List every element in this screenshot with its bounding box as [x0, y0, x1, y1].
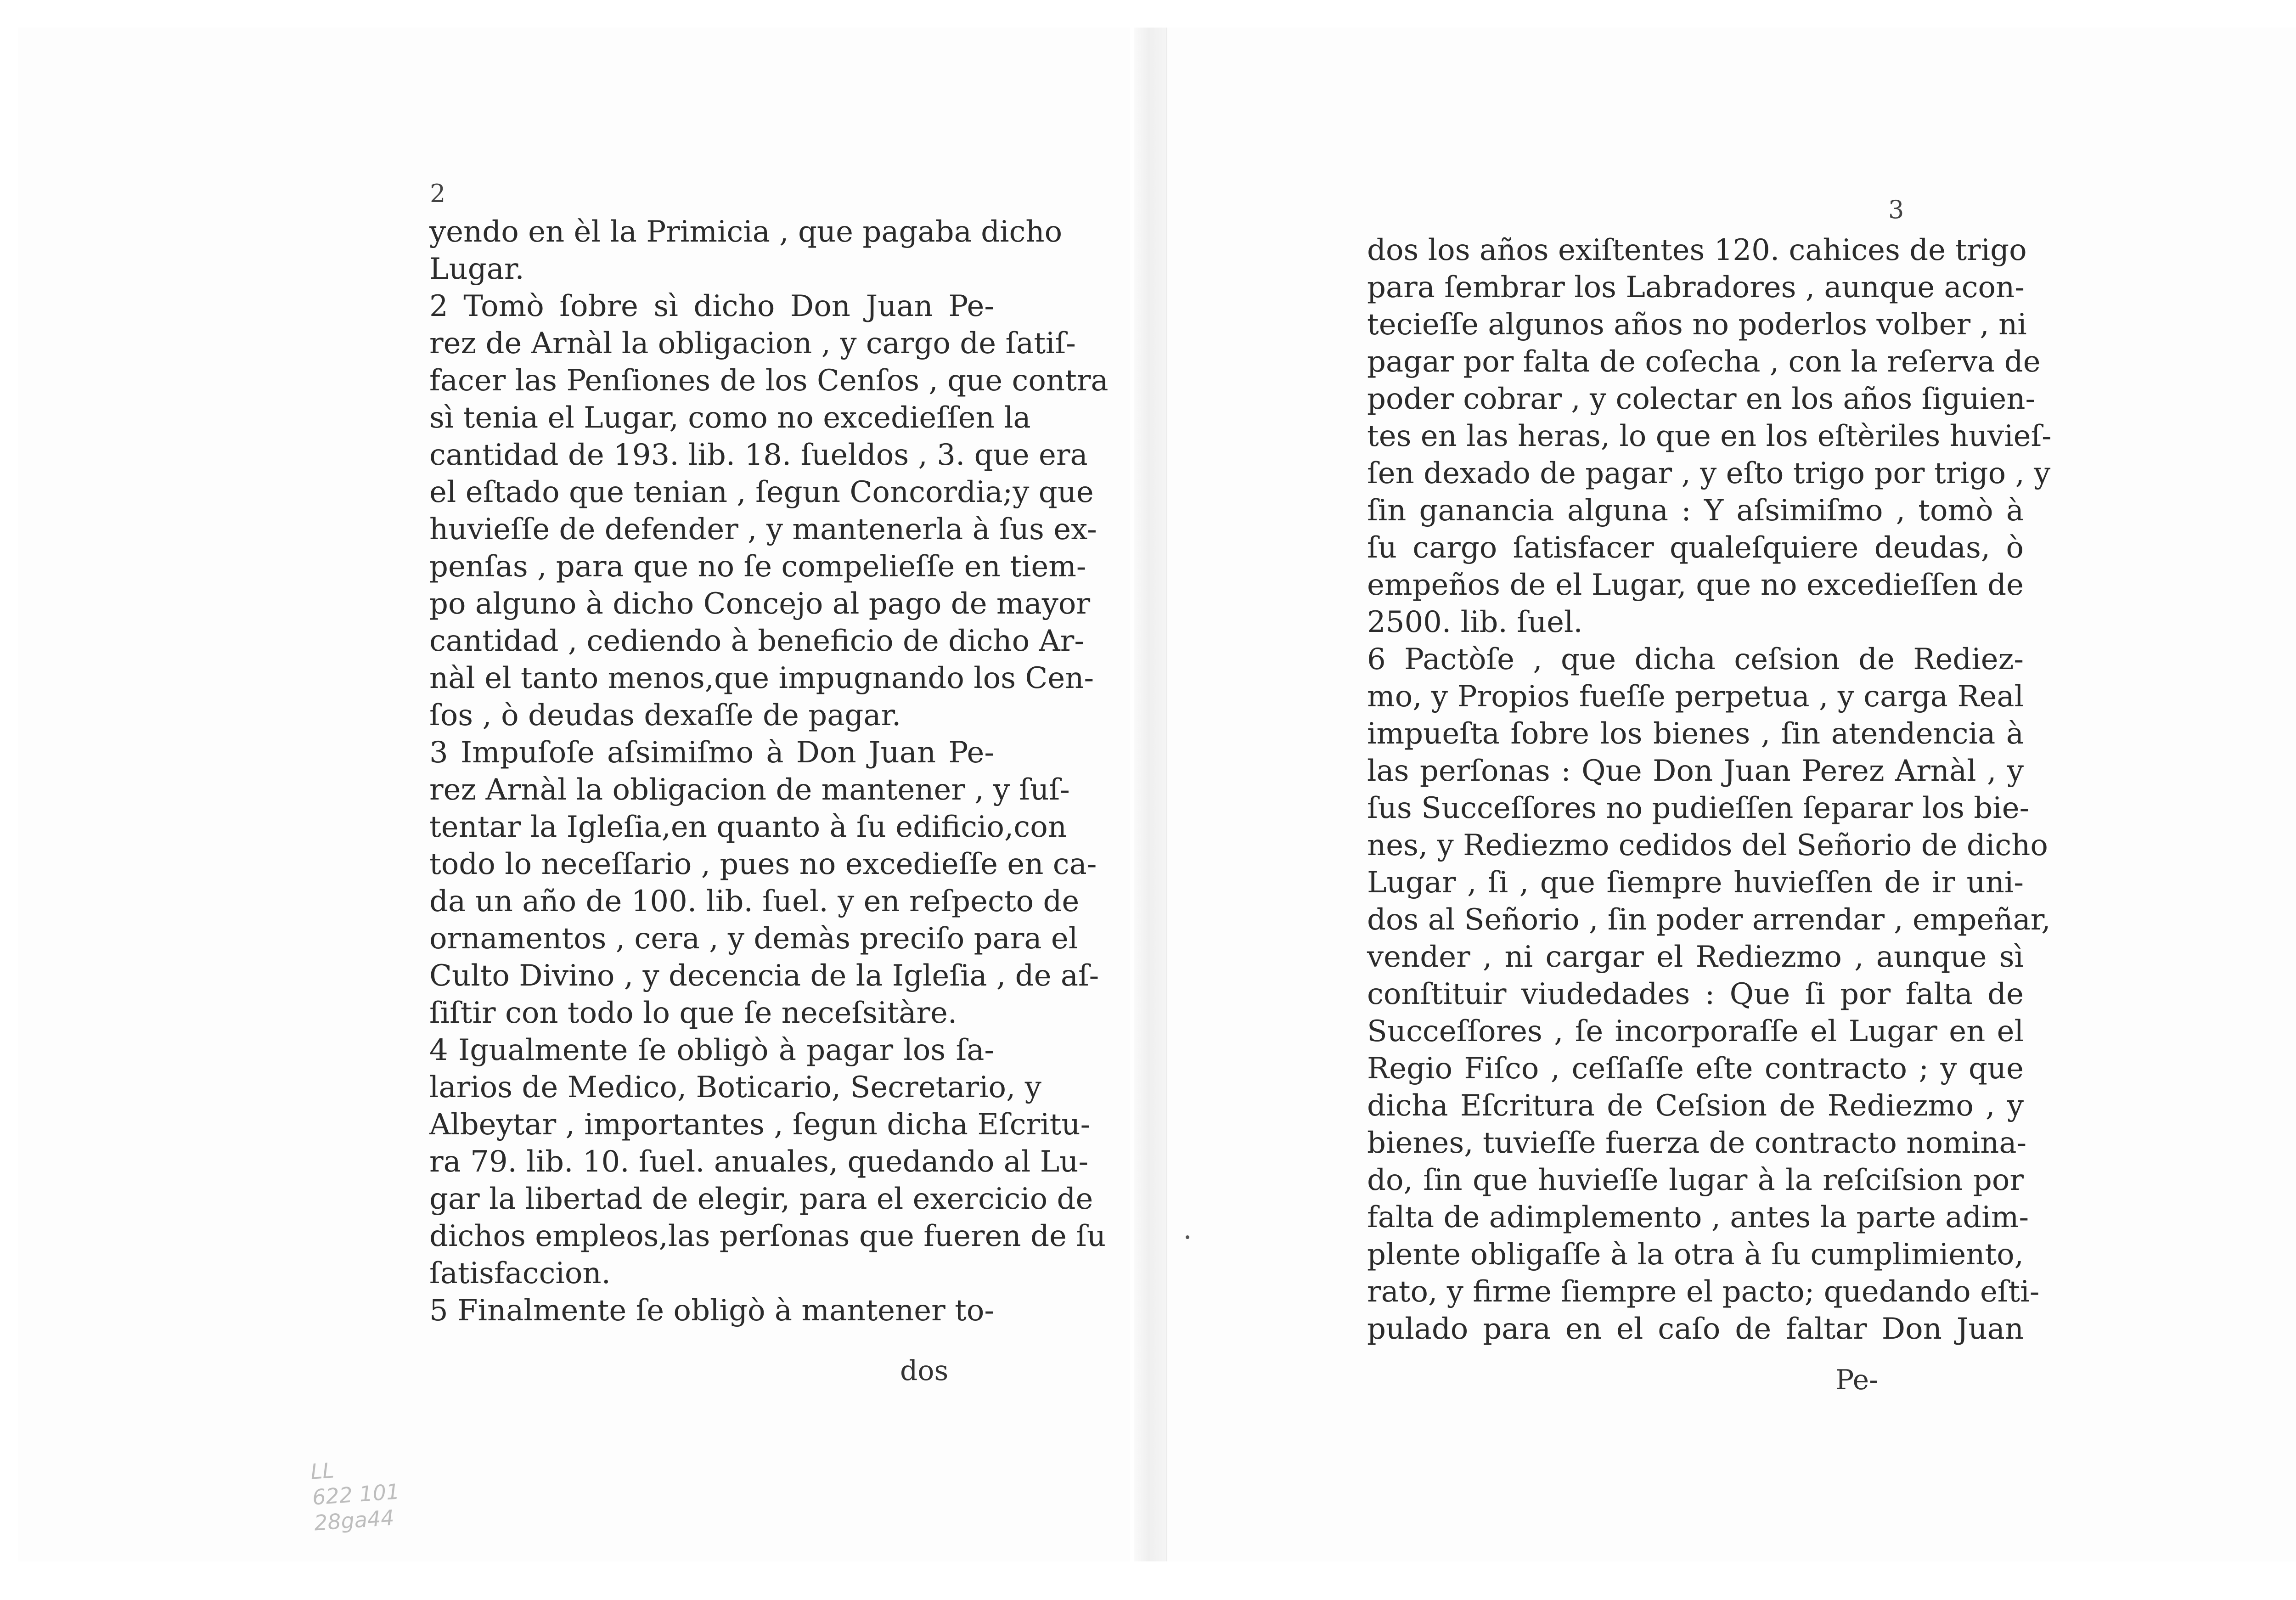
text-line: Regio Fiſco , ceſſaſſe eſte contracto ; y que	[1367, 1052, 2024, 1086]
text-line: ſiſtir con todo lo que ſe neceſsitàre.	[429, 996, 957, 1030]
text-line: plente obligaſſe à la otra à ſu cumplimiento,	[1367, 1238, 2024, 1272]
text-line: vender , ni cargar el Rediezmo , aunque sì	[1367, 940, 2024, 974]
text-line: 2 Tomò ſobre sì dicho Don Juan Pe-	[429, 289, 994, 323]
text-line: bienes, tuvieſſe fuerza de contracto nomina-	[1367, 1126, 2027, 1160]
text-line: huvieſſe de defender , y mantenerla à ſus ex-	[429, 513, 1097, 546]
text-line: ſen dexado de pagar , y eſto trigo por trigo , y	[1367, 456, 2051, 490]
text-line: larios de Medico, Boticario, Secretario, y	[429, 1070, 1041, 1104]
text-line: pulado para en el caſo de faltar Don Juan	[1367, 1312, 2024, 1346]
text-line: dos al Señorio , ſin poder arrendar , empeñar,	[1367, 903, 2051, 937]
library-stamp-line: LL	[310, 1458, 335, 1484]
left-page	[18, 28, 1130, 1561]
text-line: facer las Penſiones de los Cenſos , que contra	[429, 364, 1109, 398]
text-line: mo, y Propios fueſſe perpetua , y carga Real	[1367, 680, 2024, 714]
left-page-number: 2	[430, 179, 446, 208]
text-line: cantidad de 193. lib. 18. ſueldos , 3. que era	[429, 438, 1088, 472]
right-page	[1166, 28, 2296, 1561]
library-stamp	[310, 1453, 402, 1536]
text-line: penſas , para que no ſe compelieſſe en tiem-	[429, 550, 1086, 584]
left-catchword: dos	[900, 1355, 949, 1387]
text-line: po alguno à dicho Concejo al pago de mayor	[429, 587, 1091, 621]
right-page-number: 3	[1888, 195, 1904, 224]
ink-dot	[1186, 1235, 1189, 1239]
text-line: tentar la Igleſia,en quanto à ſu edificio,con	[429, 810, 1067, 844]
text-line: rez de Arnàl la obligacion , y cargo de ſatiſ-	[429, 327, 1076, 361]
text-line: sì tenia el Lugar, como no excedieſſen la	[429, 401, 1031, 435]
text-line: tecieſſe algunos años no poderlos volber , ni	[1367, 308, 2027, 342]
text-line: Culto Divino , y decencia de la Igleſia , de aſ-	[429, 959, 1099, 993]
text-line: do, ſin que huvieſſe lugar à la reſciſsion por	[1367, 1163, 2024, 1197]
text-line: nes, y Rediezmo cedidos del Señorio de dicho	[1367, 828, 2048, 862]
text-line: ſin ganancia alguna : Y aſsimiſmo , tomò à	[1367, 494, 2024, 528]
text-line: yendo en èl la Primicia , que pagaba dicho	[429, 215, 1063, 249]
text-line: dichos empleos,las perſonas que fueren de ſu	[429, 1219, 1106, 1253]
text-line: ornamentos , cera , y demàs preciſo para el	[429, 922, 1078, 956]
text-line: todo lo neceſſario , pues no excedieſſe en ca-	[429, 847, 1097, 881]
text-line: gar la libertad de elegir, para el exercicio de	[429, 1182, 1093, 1216]
text-line: ſus Succeſſores no pudieſſen ſeparar los bie-	[1367, 791, 2030, 825]
book-gutter	[1134, 28, 1166, 1561]
library-stamp-line: 622 101	[311, 1479, 400, 1510]
text-line: 2500. lib. ſuel.	[1367, 605, 1583, 639]
text-line: empeños de el Lugar, que no excedieſſen de	[1367, 568, 2024, 602]
library-stamp-line: 28ga44	[313, 1505, 395, 1536]
text-line: rato, y firme ſiempre el pacto; quedando eſti-	[1367, 1275, 2040, 1309]
text-line: poder cobrar , y colectar en los años ſiguien-	[1367, 382, 2036, 416]
right-catchword: Pe-	[1835, 1364, 1879, 1396]
text-line: conſtituir viudedades : Que ſi por falta de	[1367, 977, 2024, 1011]
text-line: ſatisfaccion.	[429, 1256, 611, 1290]
text-line: pagar por falta de coſecha , con la reſerva de	[1367, 345, 2041, 379]
text-line: falta de adimplemento , antes la parte adim-	[1367, 1200, 2029, 1234]
text-line: nàl el tanto menos,que impugnando los Cen-	[429, 661, 1094, 695]
text-line: 5 Finalmente ſe obligò à mantener to-	[429, 1294, 994, 1328]
text-line: tes en las heras, lo que en los eſtèriles huvieſ-	[1367, 419, 2052, 453]
text-line: dicha Eſcritura de Ceſsion de Rediezmo , y	[1367, 1089, 2024, 1123]
text-line: las perſonas : Que Don Juan Perez Arnàl , y	[1367, 754, 2024, 788]
text-line: 4 Igualmente ſe obligò à pagar los ſa-	[429, 1033, 994, 1067]
text-line: el eſtado que tenian , ſegun Concordia;y que	[429, 475, 1094, 509]
left-text-column	[429, 214, 1109, 1330]
text-line: rez Arnàl la obligacion de mantener , y ſuſ-	[429, 773, 1070, 807]
text-line: Lugar , ſi , que ſiempre huvieſſen de ir uni-	[1367, 866, 2024, 900]
text-line: cantidad , cediendo à beneficio de dicho Ar-	[429, 624, 1084, 658]
text-line: Albeytar , importantes , ſegun dicha Eſcritu-	[429, 1108, 1091, 1142]
text-line: ſu cargo ſatisfacer qualeſquiere deudas, ò	[1367, 531, 2024, 565]
text-line: Lugar.	[429, 252, 524, 286]
text-line: da un año de 100. lib. ſuel. y en reſpecto de	[429, 885, 1080, 918]
text-line: dos los años exiſtentes 120. cahices de trigo	[1367, 233, 2027, 267]
right-text-column	[1367, 232, 2052, 1348]
text-line: Succeſſores , ſe incorporaſſe el Lugar en el	[1367, 1014, 2024, 1048]
text-line: para ſembrar los Labradores , aunque acon-	[1367, 270, 2025, 304]
text-line: 3 Impuſoſe aſsimiſmo à Don Juan Pe-	[429, 736, 994, 770]
text-line: ra 79. lib. 10. ſuel. anuales, quedando al Lu-	[429, 1145, 1089, 1179]
text-line: ſos , ò deudas dexaſſe de pagar.	[429, 699, 901, 732]
text-line: impueſta ſobre los bienes , ſin atendencia à	[1367, 717, 2024, 751]
text-line: 6 Pactòſe , que dicha ceſsion de Rediez-	[1367, 642, 2024, 676]
